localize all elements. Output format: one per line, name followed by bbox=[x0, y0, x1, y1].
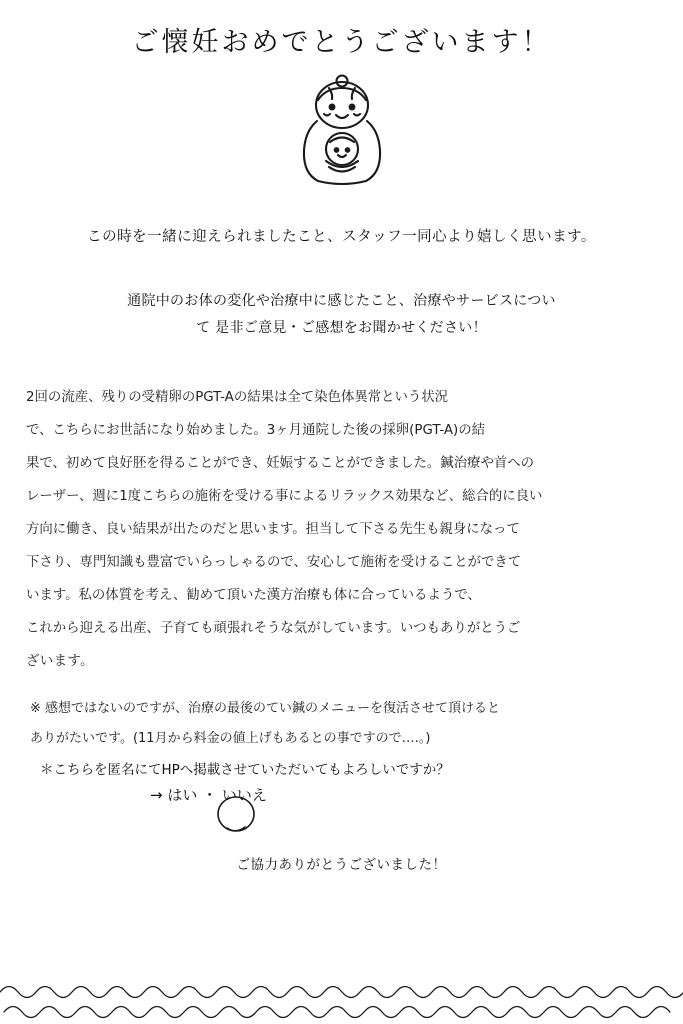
intro-text: この時を一緒に迎えられましたこと、スタッフ一同心より嬉しく思います。 bbox=[87, 229, 596, 245]
handwritten-line: で、こちらにお世話になり始めました。3ヶ月通院した後の採卵(PGT-A)の結 bbox=[26, 423, 486, 439]
mother-and-baby-illustration bbox=[0, 69, 683, 189]
handwritten-line: 果で、初めて良好胚を得ることができ、妊娠することができました。鍼治療や首への bbox=[26, 456, 535, 472]
handwritten-line: います。私の体質を考え、勧めて頂いた漢方治療も体に合っているようで、 bbox=[26, 588, 481, 604]
handwritten-note bbox=[0, 694, 683, 754]
prompt-text bbox=[0, 288, 683, 341]
handwritten-note-line: ※ 感想ではないのですが、治療の最後のてい鍼のメニューを復活させて頂けると bbox=[30, 701, 501, 717]
page-title: ご懐妊おめでとうございます！ bbox=[131, 27, 552, 58]
consent-question: ＊こちらを匿名にてHPへ掲載させていただいてもよろしいですか？ bbox=[40, 762, 450, 779]
consent-answer[interactable] bbox=[0, 784, 683, 805]
handwritten-response bbox=[0, 381, 683, 678]
handwritten-line: 方向に働き、良い結果が出たのだと思います。担当して下さる先生も親身になって bbox=[26, 522, 520, 538]
perforated-edge bbox=[0, 978, 683, 1024]
prompt-line-2: て 是非ご意見・ご感想をお聞かせください！ bbox=[196, 319, 487, 336]
prompt-line-1: 通院中のお体の変化や治療中に感じたこと、治療やサービスについ bbox=[127, 293, 556, 309]
closing-text: ご協力ありがとうございました！ bbox=[236, 857, 447, 874]
handwritten-line: 下さり、専門知識も豊富でいらっしゃるので、安心して施術を受けることができて bbox=[26, 555, 522, 571]
circle-mark-icon bbox=[214, 794, 258, 834]
handwritten-line: 2回の流産、残りの受精卵のPGT-Aの結果は全て染色体異常という状況 bbox=[26, 390, 449, 406]
handwritten-line: ざいます。 bbox=[26, 654, 94, 670]
consent-answer-text: → はい ・ いいえ bbox=[150, 786, 267, 805]
handwritten-note-line: ありがたいです。(11月から料金の値上げもあるとの事ですので‥‥。) bbox=[30, 731, 431, 747]
handwritten-line: レーザー、週に1度こちらの施術を受ける事によるリラックス効果など、総合的に良い bbox=[26, 489, 543, 505]
handwritten-line: これから迎える出産、子育ても頑張れそうな気がしています。いつもありがとうご bbox=[26, 621, 521, 637]
